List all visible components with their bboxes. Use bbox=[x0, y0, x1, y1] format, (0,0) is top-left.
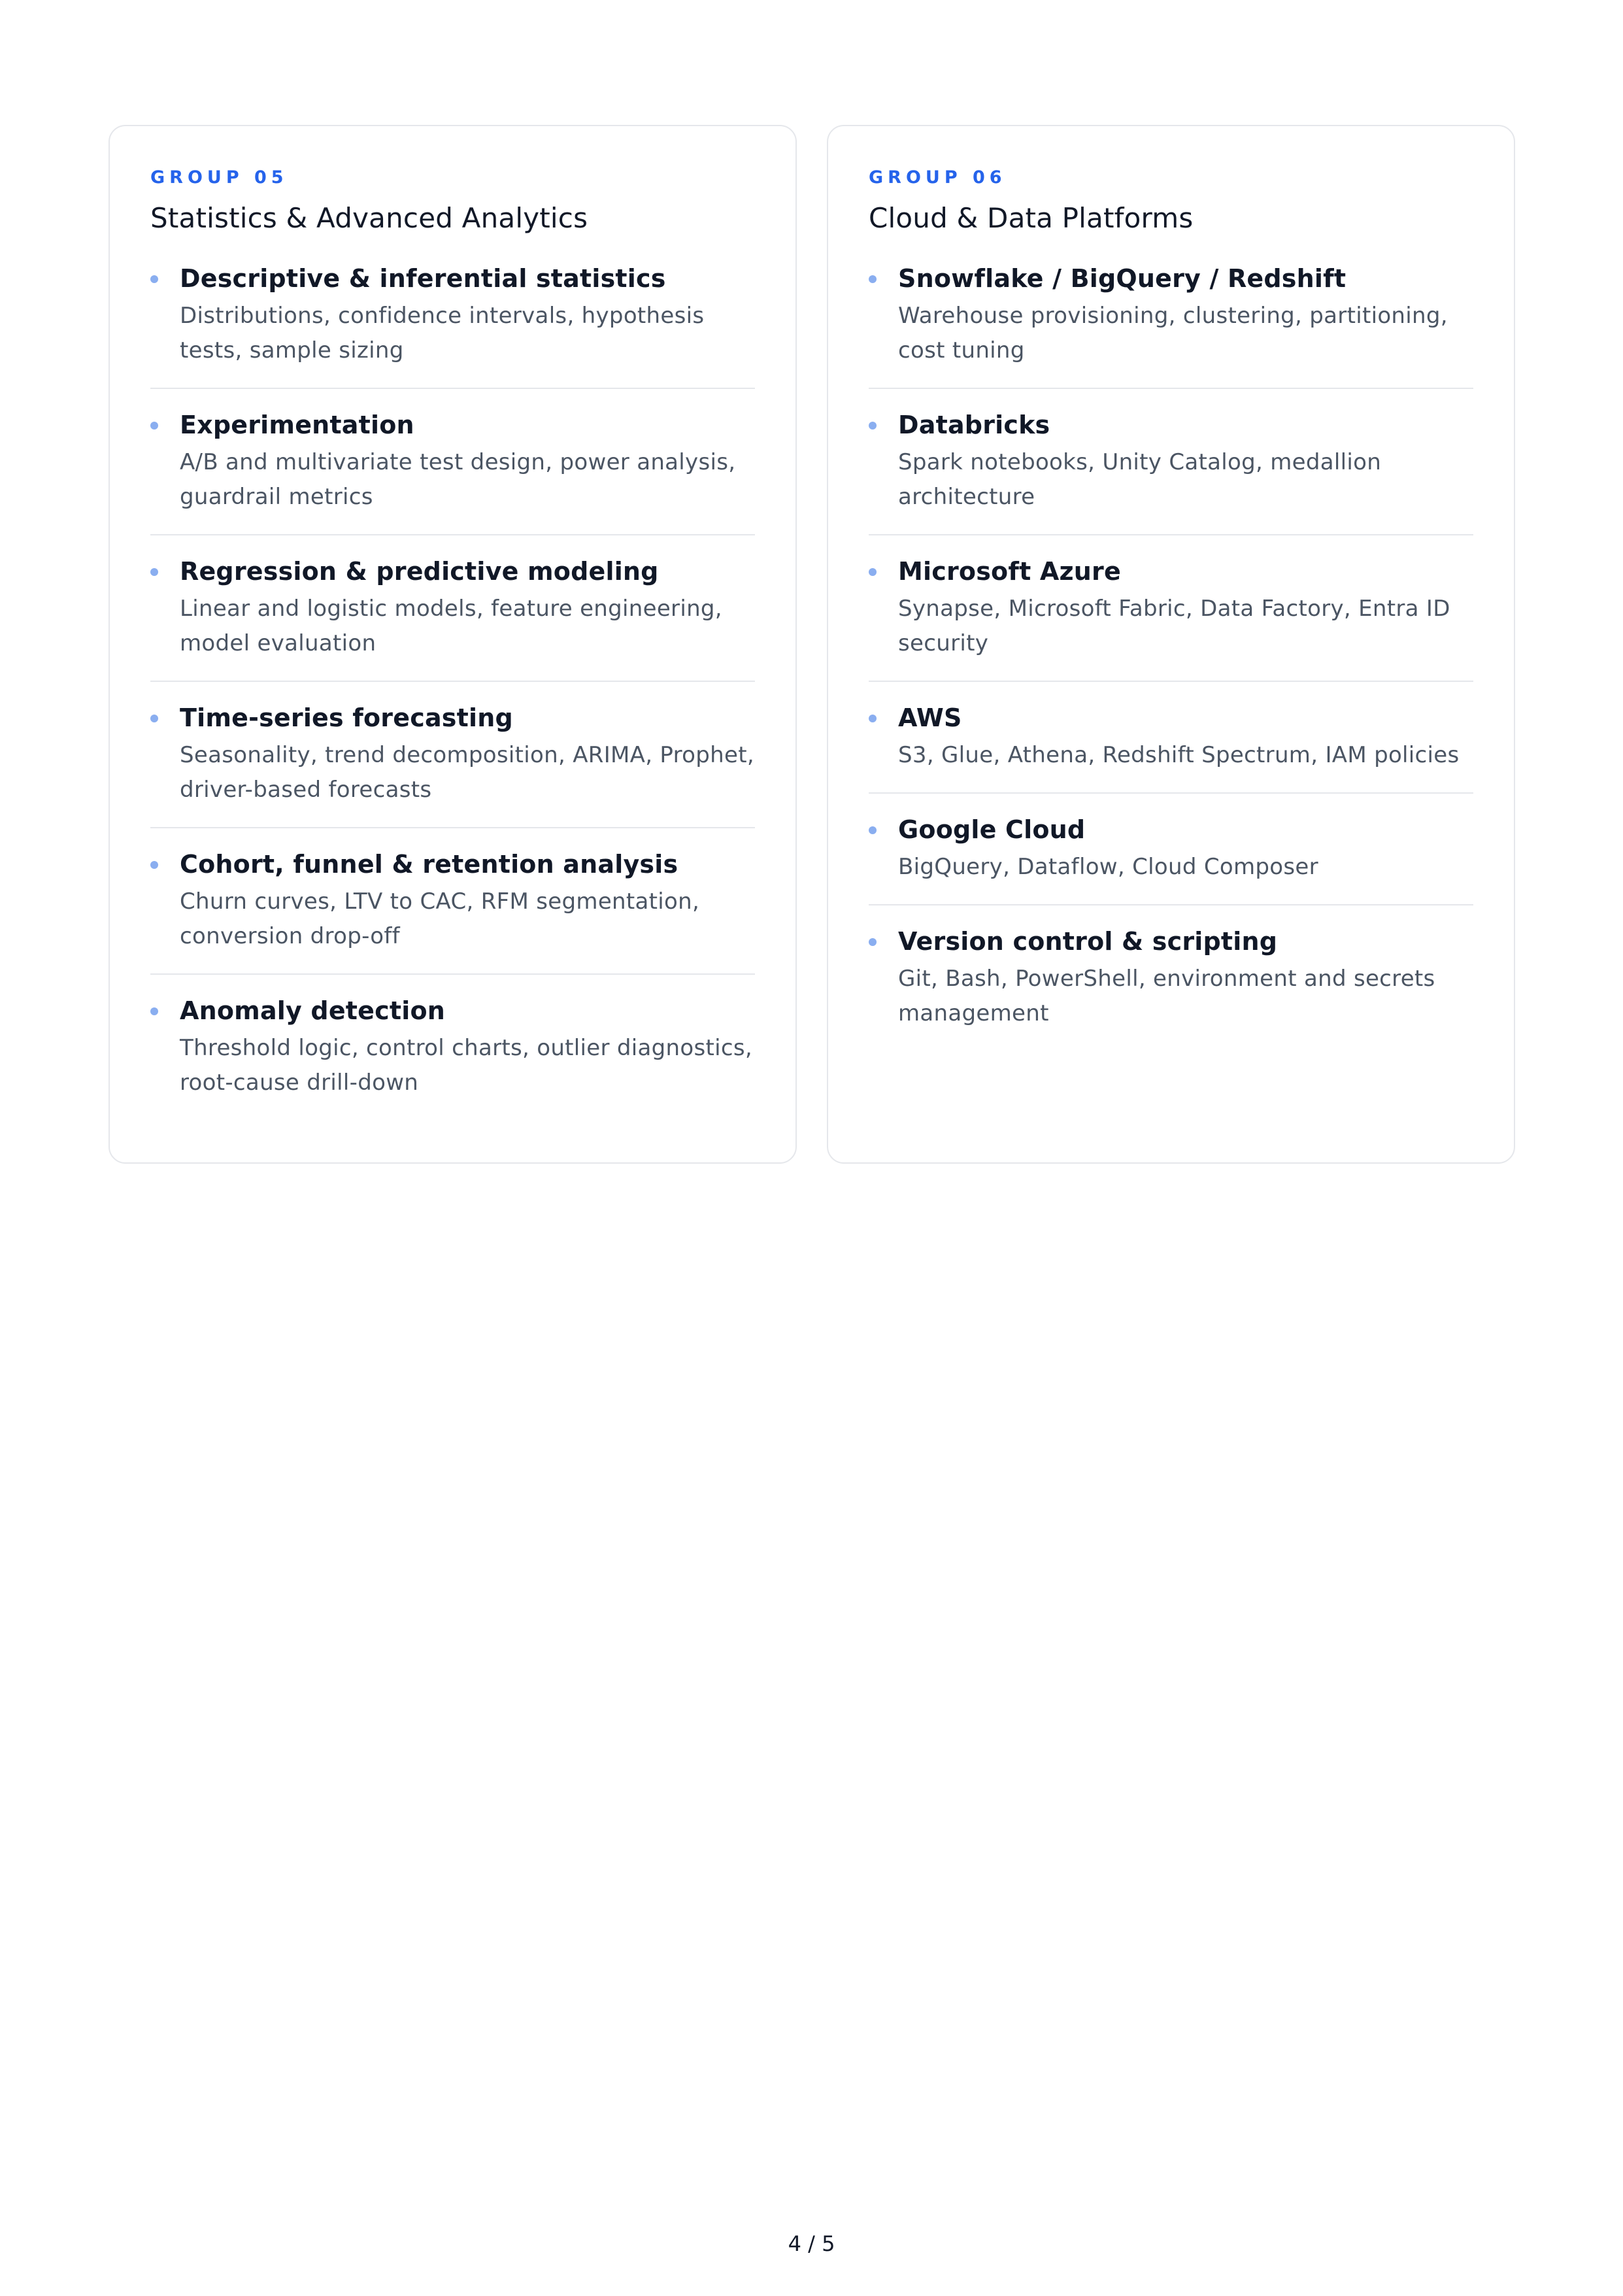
skill-list bbox=[869, 262, 1473, 1051]
page-number: 4 / 5 bbox=[788, 2231, 835, 2256]
skill-name: Regression & predictive modeling bbox=[180, 557, 659, 586]
bullet-dot-icon bbox=[150, 861, 158, 869]
skill-name: Microsoft Azure bbox=[898, 557, 1121, 586]
skill-description: Warehouse provisioning, clustering, partitioning, cost tuning bbox=[898, 303, 1448, 363]
group-card-statistics bbox=[109, 125, 797, 1164]
skill-item bbox=[869, 813, 1473, 905]
skill-name: Time-series forecasting bbox=[180, 703, 513, 732]
skill-description: Spark notebooks, Unity Catalog, medallion architecture bbox=[898, 449, 1382, 510]
skill-name: Experimentation bbox=[180, 411, 414, 439]
group-card-cloud bbox=[827, 125, 1515, 1164]
bullet-dot-icon bbox=[869, 938, 877, 946]
skill-item bbox=[150, 262, 755, 389]
bullet-dot-icon bbox=[150, 422, 158, 430]
skill-name: Anomaly detection bbox=[180, 996, 446, 1025]
bullet-dot-icon bbox=[869, 715, 877, 722]
skill-item bbox=[869, 262, 1473, 389]
bullet-dot-icon bbox=[150, 1007, 158, 1015]
bullet-dot-icon bbox=[869, 826, 877, 834]
skill-name: Google Cloud bbox=[898, 815, 1086, 844]
skill-name: Version control & scripting bbox=[898, 927, 1278, 956]
bullet-dot-icon bbox=[150, 275, 158, 283]
group-title: Cloud & Data Platforms bbox=[869, 202, 1194, 234]
skill-description: Synapse, Microsoft Fabric, Data Factory, Entra ID security bbox=[898, 596, 1450, 656]
bullet-dot-icon bbox=[869, 568, 877, 576]
skill-description: BigQuery, Dataflow, Cloud Composer bbox=[898, 854, 1318, 880]
skill-name: Databricks bbox=[898, 411, 1050, 439]
skill-item bbox=[150, 701, 755, 828]
skill-item bbox=[150, 555, 755, 682]
skill-description: Distributions, confidence intervals, hypothesis tests, sample sizing bbox=[180, 303, 705, 363]
skill-item bbox=[869, 701, 1473, 794]
skill-description: Seasonality, trend decomposition, ARIMA, Prophet, driver-based forecasts bbox=[180, 742, 754, 803]
skill-description: Git, Bash, PowerShell, environment and secrets management bbox=[898, 966, 1435, 1026]
skill-name: AWS bbox=[898, 703, 962, 732]
skill-description: Linear and logistic models, feature engineering, model evaluation bbox=[180, 596, 722, 656]
skill-item bbox=[869, 409, 1473, 535]
skill-item bbox=[869, 555, 1473, 682]
group-eyebrow: GROUP 06 bbox=[869, 167, 1007, 188]
skill-item bbox=[150, 409, 755, 535]
group-title: Statistics & Advanced Analytics bbox=[150, 202, 588, 234]
skill-item bbox=[150, 994, 755, 1120]
skill-name: Snowflake / BigQuery / Redshift bbox=[898, 264, 1347, 293]
skill-description: Threshold logic, control charts, outlier diagnostics, root-cause drill-down bbox=[180, 1035, 753, 1096]
group-eyebrow: GROUP 05 bbox=[150, 167, 288, 188]
skill-list bbox=[150, 262, 755, 1120]
skill-item bbox=[150, 848, 755, 975]
bullet-dot-icon bbox=[869, 275, 877, 283]
bullet-dot-icon bbox=[869, 422, 877, 430]
skill-name: Cohort, funnel & retention analysis bbox=[180, 850, 678, 879]
skill-groups bbox=[109, 125, 1515, 1164]
bullet-dot-icon bbox=[150, 568, 158, 576]
skill-description: A/B and multivariate test design, power analysis, guardrail metrics bbox=[180, 449, 736, 510]
skill-description: S3, Glue, Athena, Redshift Spectrum, IAM policies bbox=[898, 742, 1460, 768]
skill-description: Churn curves, LTV to CAC, RFM segmentation, conversion drop-off bbox=[180, 888, 700, 949]
skill-item bbox=[869, 925, 1473, 1051]
bullet-dot-icon bbox=[150, 715, 158, 722]
skill-name: Descriptive & inferential statistics bbox=[180, 264, 666, 293]
